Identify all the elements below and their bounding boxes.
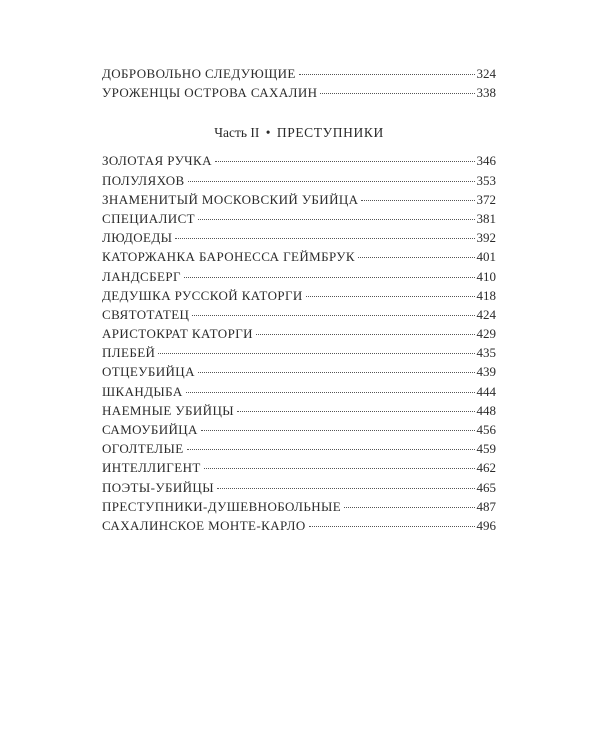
toc-entry[interactable] — [102, 324, 496, 343]
toc-entry-page: 462 — [476, 460, 496, 476]
dot-leader — [344, 507, 474, 508]
section-prefix: Часть II — [214, 125, 260, 141]
toc-entry-page: 353 — [476, 172, 496, 188]
toc-entry-title: САМОУБИЙЦА — [102, 422, 198, 437]
toc-entry-title: ЛЮДОЕДЫ — [102, 230, 173, 246]
toc-entry-title: ПРЕСТУПНИКИ-ДУШЕВНОБОЛЬНЫЕ — [102, 498, 342, 514]
dot-leader — [299, 74, 475, 75]
toc-entry-title: ЗОЛОТАЯ РУЧКА — [102, 153, 212, 169]
toc-entry-title: УРОЖЕНЦЫ ОСТРОВА САХАЛИН — [102, 85, 318, 101]
dot-leader — [192, 315, 474, 316]
toc-entry-title: ШКАНДЫБА — [102, 383, 183, 399]
dot-leader — [188, 181, 475, 182]
dot-leader — [309, 526, 475, 527]
toc-entry[interactable] — [102, 439, 496, 458]
toc-entry-title: ДЕДУШКА РУССКОЙ КАТОРГИ — [102, 287, 303, 303]
toc-entry-page: 401 — [476, 249, 496, 265]
toc-entry-title: СПЕЦИАЛИСТ — [102, 210, 195, 226]
toc-entry[interactable] — [102, 83, 496, 102]
toc-entry-page: 496 — [476, 517, 496, 533]
toc-entry[interactable] — [102, 305, 496, 324]
toc-entry[interactable] — [102, 362, 496, 381]
toc-entry[interactable] — [102, 286, 496, 305]
toc-entry-title: АРИСТОКРАТ КАТОРГИ — [102, 326, 253, 342]
toc-entry[interactable] — [102, 171, 496, 190]
dot-leader — [237, 411, 475, 412]
toc-entry-page: 439 — [476, 364, 496, 380]
dot-leader — [215, 161, 475, 162]
dot-leader — [198, 219, 475, 220]
toc-entry-title: ПОЛУЛЯХОВ — [102, 172, 185, 188]
toc-entry-page: 324 — [476, 66, 496, 81]
dot-leader — [198, 372, 475, 373]
toc-entry[interactable] — [102, 151, 496, 170]
toc-entry-title: САХАЛИНСКОЕ МОНТЕ-КАРЛО — [102, 517, 306, 533]
toc-entry-page: 459 — [476, 441, 496, 457]
toc-entry-title: КАТОРЖАНКА БАРОНЕССА ГЕЙМБРУК — [102, 249, 355, 265]
toc-entry-title: ОТЦЕУБИЙЦА — [102, 364, 195, 380]
toc-entry[interactable] — [102, 267, 496, 286]
section-name: ПРЕСТУПНИКИ — [276, 125, 384, 141]
toc-entry-title: ЛАНДСБЕРГ — [102, 268, 181, 284]
toc-entry[interactable] — [102, 420, 496, 439]
dot-leader — [175, 238, 474, 239]
toc-entry[interactable] — [102, 516, 496, 535]
toc-entry-title: СВЯТОТАТЕЦ — [102, 306, 190, 322]
toc-entry-page: 372 — [476, 191, 496, 207]
dot-leader — [320, 93, 474, 94]
toc-entry-page: 444 — [476, 383, 496, 399]
toc-entry[interactable] — [102, 458, 496, 477]
toc-entry-page: 346 — [476, 153, 496, 169]
dot-leader — [187, 449, 475, 450]
toc-entry-title: ЗНАМЕНИТЫЙ МОСКОВСКИЙ УБИЙЦА — [102, 191, 359, 207]
dot-leader — [256, 334, 475, 335]
dot-leader — [217, 488, 475, 489]
toc-entry-page: 381 — [476, 210, 496, 226]
dot-leader — [306, 296, 475, 297]
toc-entry-page: 424 — [476, 306, 496, 322]
dot-leader — [201, 430, 475, 431]
toc-entry[interactable] — [102, 64, 496, 83]
dot-leader — [361, 200, 474, 201]
bullet-separator: • — [265, 125, 271, 141]
toc-entry-page: 435 — [476, 345, 496, 361]
toc-entry-page: 392 — [476, 230, 496, 246]
dot-leader — [184, 277, 475, 278]
toc-entry[interactable] — [102, 228, 496, 247]
toc-entry-title: ОГОЛТЕЛЫЕ — [102, 441, 184, 457]
toc-entry[interactable] — [102, 247, 496, 266]
toc-entry[interactable] — [102, 190, 496, 209]
toc-entry-title: ДОБРОВОЛЬНО СЛЕДУЮЩИЕ — [102, 66, 296, 81]
toc-entry-title: НАЕМНЫЕ УБИЙЦЫ — [102, 402, 234, 418]
toc-entry[interactable] — [102, 382, 496, 401]
toc-entry[interactable] — [102, 478, 496, 497]
toc-entry[interactable] — [102, 343, 496, 362]
toc-entry-page: 465 — [476, 479, 496, 495]
toc-entry[interactable] — [102, 209, 496, 228]
dot-leader — [158, 353, 474, 354]
toc-entry-page: 487 — [476, 498, 496, 514]
dot-leader — [358, 257, 475, 258]
dot-leader — [186, 392, 475, 393]
toc-entry-title: ПЛЕБЕЙ — [102, 345, 156, 361]
toc-entry[interactable] — [102, 401, 496, 420]
section-heading — [102, 124, 496, 142]
toc-entry-page: 448 — [476, 402, 496, 418]
toc-entry-page: 456 — [476, 422, 496, 437]
toc-entry[interactable] — [102, 497, 496, 516]
toc-entry-page: 338 — [476, 85, 496, 101]
toc-entry-page: 410 — [476, 268, 496, 284]
toc-entry-title: ИНТЕЛЛИГЕНТ — [102, 460, 201, 476]
toc-entry-title: ПОЭТЫ-УБИЙЦЫ — [102, 479, 214, 495]
toc-entry-page: 418 — [476, 287, 496, 303]
table-of-contents — [102, 64, 496, 535]
toc-entry-page: 429 — [476, 326, 496, 342]
dot-leader — [204, 468, 475, 469]
